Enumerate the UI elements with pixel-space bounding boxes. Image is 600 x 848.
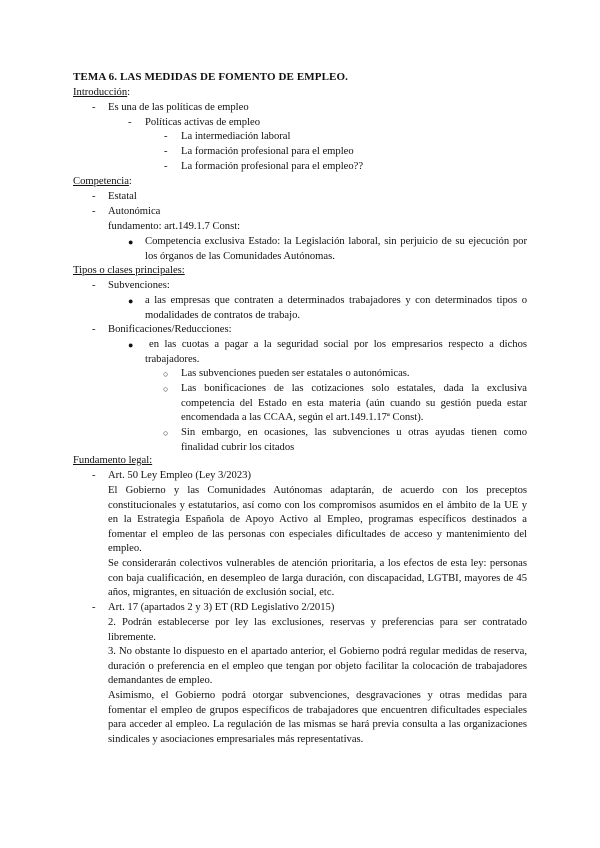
circle-bullet-icon: ○: [163, 428, 169, 438]
intro-item: Políticas activas de empleo: [145, 117, 261, 128]
section-heading-competencia: Competencia:: [73, 176, 132, 187]
dash-bullet: -: [164, 161, 168, 172]
dash-bullet: -: [92, 324, 96, 335]
competencia-bullet-text: Competencia exclusiva Estado: la Legislación laboral, sin perjuicio de su ejecución por los órganos de las Comunidades Autónomas.: [145, 236, 527, 262]
dash-bullet: -: [92, 602, 96, 613]
dash-bullet: -: [92, 280, 96, 291]
dash-bullet: -: [92, 191, 96, 202]
dash-bullet: -: [92, 102, 96, 113]
tipos-subvenciones: Subvenciones:: [108, 280, 170, 291]
intro-subitem: La formación profesional para el empleo: [181, 146, 354, 157]
dash-bullet: -: [164, 131, 168, 142]
competencia-item: Estatal: [108, 191, 137, 202]
art50-label: Art. 50 Ley Empleo (Ley 3/2023): [108, 470, 251, 481]
dash-bullet: -: [92, 470, 96, 481]
document-title: TEMA 6. LAS MEDIDAS DE FOMENTO DE EMPLEO.: [73, 71, 348, 83]
dash-bullet: -: [164, 146, 168, 157]
intro-subitem: La intermediación laboral: [181, 131, 291, 142]
section-heading-introduccion: Introducción:: [73, 87, 131, 98]
art17-paragraph: 3. No obstante lo dispuesto en el apartado anterior, el Gobierno podrá regular medidas de reserva, duración o preferencia en el empleo que tengan por objeto facilitar la colocación de trabajadores demandantes de empleo.: [108, 646, 527, 687]
competencia-item: Autonómica: [108, 206, 161, 217]
bullet-icon: ●: [128, 340, 134, 350]
section-heading-fundamento: Fundamento legal:: [73, 455, 153, 466]
bullet-icon: ●: [128, 296, 134, 306]
tipos-bonificaciones: Bonificaciones/Reducciones:: [108, 324, 232, 335]
bullet-icon: ●: [128, 237, 134, 247]
competencia-fundamento: fundamento: art.149.1.7 Const:: [108, 221, 241, 232]
tipos-note: Las bonificaciones de las cotizaciones solo estatales, dada la exclusiva competencia del Estado en esta materia (aún cuando su gestión pueda estar encomendada a las CCAA, según el art.149.1.17ª Const).: [181, 383, 527, 424]
art50-paragraph: El Gobierno y las Comunidades Autónomas adaptarán, de acuerdo con los preceptos constitucionales y estatutarios, así como con los compromisos asumidos en el ámbito de la UE y en la Estrategia Española de Apoyo Activo al Empleo, programas específicos destinados a fomentar el empleo de las personas con especiales dificultades de acceso y mantenimiento del empleo.: [108, 485, 527, 555]
art50-paragraph: Se considerarán colectivos vulnerables de atención prioritaria, a los efectos de esta ley: personas con baja cualificación, en desempleo de larga duración, con discapacidad, LGTBI, mayores de 45 años, migrantes, en situación de exclusión social, etc.: [108, 558, 527, 599]
dash-bullet: -: [92, 206, 96, 217]
intro-subitem: La formación profesional para el empleo??: [181, 161, 364, 172]
art17-paragraph: 2. Podrán establecerse por ley las exclusiones, reservas y preferencias para ser contratado libremente.: [108, 617, 527, 643]
circle-bullet-icon: ○: [163, 384, 169, 394]
bonificaciones-bullet-text: en las cuotas a pagar a la seguridad social por los empresarios respecto a dichos trabajadores.: [145, 339, 527, 365]
art17-paragraph: Asimismo, el Gobierno podrá otorgar subvenciones, desgravaciones y otras medidas para fomentar el empleo de grupos específicos de trabajadores que encuentren dificultades especiales para acceder al empleo. La regulación de las mismas se hará previa consulta a las organizaciones sindicales y asociaciones empresariales más representativas.: [108, 690, 527, 745]
tipos-note: Las subvenciones pueden ser estatales o autonómicas.: [181, 368, 410, 379]
circle-bullet-icon: ○: [163, 369, 169, 379]
tipos-note: Sin embargo, en ocasiones, las subvenciones u otras ayudas tienen como finalidad cubrir los citados: [181, 427, 527, 453]
subvenciones-bullet-text: a las empresas que contraten a determinados trabajadores y con determinados tipos o modalidades de contratos de trabajo.: [145, 295, 527, 321]
art17-label: Art. 17 (apartados 2 y 3) ET (RD Legislativo 2/2015): [108, 602, 335, 613]
intro-item: Es una de las políticas de empleo: [108, 102, 249, 113]
section-heading-tipos: Tipos o clases principales:: [73, 265, 185, 276]
dash-bullet: -: [128, 117, 132, 128]
